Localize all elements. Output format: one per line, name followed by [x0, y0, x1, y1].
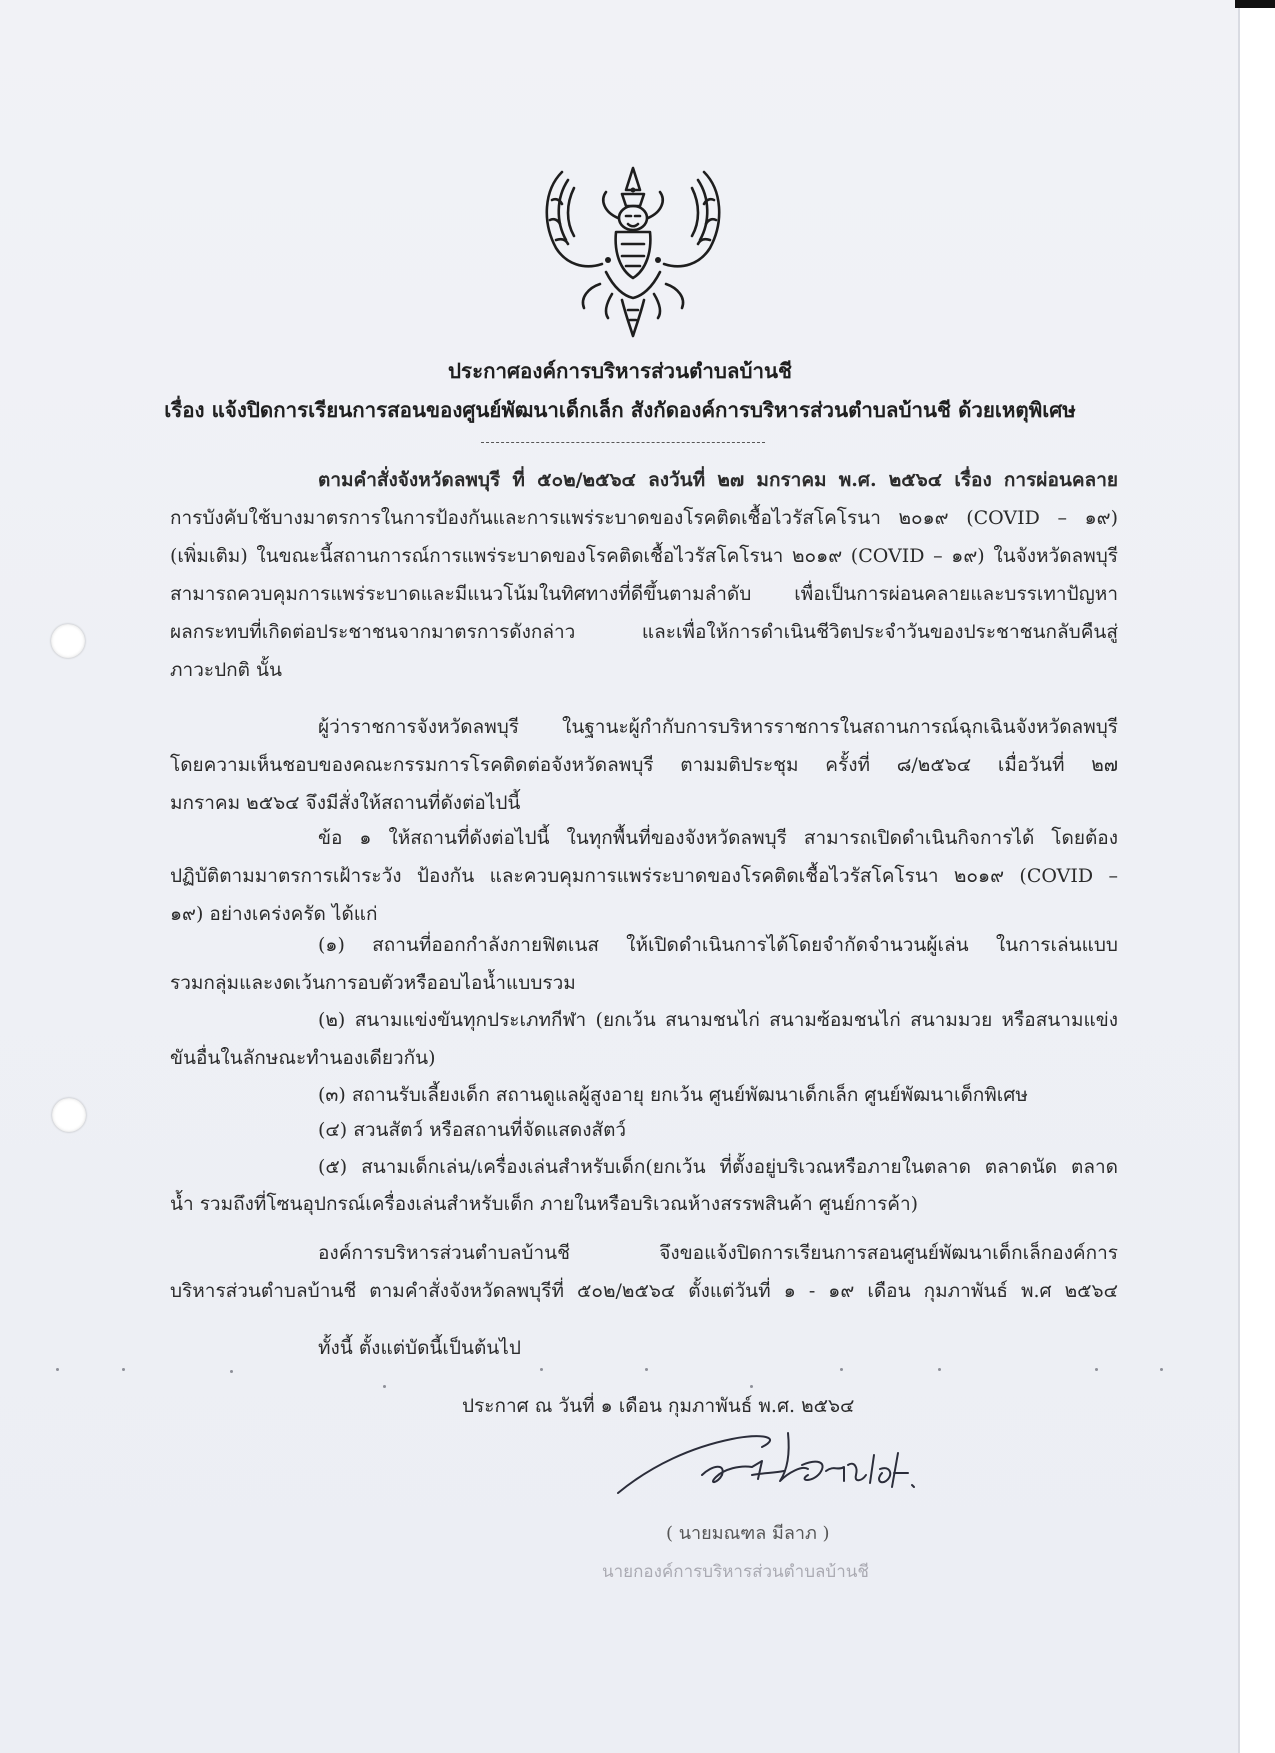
scan-speck	[540, 1368, 543, 1371]
scan-speck	[56, 1368, 59, 1371]
list-item: ขันอื่นในลักษณะทำนองเดียวกัน)	[170, 1047, 436, 1069]
body-line: ทั้งนี้ ตั้งแต่บัดนี้เป็นต้นไป	[318, 1337, 521, 1359]
announce-date: ประกาศ ณ วันที่ ๑ เดือน กุมภาพันธ์ พ.ศ. ๒๕๖๔	[462, 1395, 855, 1417]
list-item: รวมกลุ่มและงดเว้นการอบตัวหรืออบไอน้ำแบบรวม	[170, 972, 576, 994]
scan-speck	[840, 1368, 843, 1371]
punch-hole	[51, 624, 85, 658]
scan-corner	[1235, 0, 1275, 8]
announcement-title: ประกาศองค์การบริหารส่วนตำบลบ้านชี	[448, 359, 792, 383]
body-line: ผลกระทบที่เกิดต่อประชาชนจากมาตรการดังกล่าว และเพื่อให้การดำเนินชีวิตประจำวันของประชาชนกลับคืนสู่	[170, 621, 1118, 643]
body-line: การบังคับใช้บางมาตรการในการป้องกันและการแพร่ระบาดของโรคติดเชื้อไวรัสโคโรนา ๒๐๑๙ (COVID – ๑๙)	[170, 507, 1118, 529]
scan-speck	[1095, 1368, 1098, 1371]
signer-name: ( นายมณฑล มีลาภ )	[666, 1523, 830, 1544]
scan-speck	[383, 1385, 386, 1388]
garuda-emblem-icon	[542, 160, 724, 340]
scan-speck	[750, 1385, 753, 1388]
scan-speck	[122, 1368, 125, 1371]
list-item: น้ำ รวมถึงที่โซนอุปกรณ์เครื่องเล่นสำหรับเด็ก ภายในหรือบริเวณห้างสรรพสินค้า ศูนย์การค้า)	[170, 1193, 919, 1215]
body-line: โดยความเห็นชอบของคณะกรรมการโรคติดต่อจังหวัดลพบุรี ตามมติประชุม ครั้งที่ ๘/๒๕๖๔ เมื่อวันที่ ๒๗	[170, 754, 1118, 776]
body-line: ปฏิบัติตามมาตรการเฝ้าระวัง ป้องกัน และควบคุมการแพร่ระบาดของโรคติดเชื้อไวรัสโคโรนา ๒๐๑๙ (COVID –	[170, 865, 1118, 887]
body-line: (เพิ่มเติม) ในขณะนี้สถานการณ์การแพร่ระบาดของโรคติดเชื้อไวรัสโคโรนา ๒๐๑๙ (COVID – ๑๙) ในจังหวัดลพบุรี	[170, 545, 1118, 567]
list-item: (๑) สถานที่ออกกำลังกายฟิตเนส ให้เปิดดำเนินการได้โดยจำกัดจำนวนผู้เล่น ในการเล่นแบบ	[318, 934, 1118, 956]
list-item: (๒) สนามแข่งขันทุกประเภทกีฬา (ยกเว้น สนามชนไก่ สนามซ้อมชนไก่ สนามมวย หรือสนามแข่ง	[318, 1009, 1118, 1031]
body-line: ผู้ว่าราชการจังหวัดลพบุรี ในฐานะผู้กำกับการบริหารราชการในสถานการณ์ฉุกเฉินจังหวัดลพบุรี	[318, 716, 1118, 738]
scan-speck	[230, 1370, 233, 1373]
body-line: ตามคำสั่งจังหวัดลพบุรี ที่ ๕๐๒/๒๕๖๔ ลงวันที่ ๒๗ มกราคม พ.ศ. ๒๕๖๔ เรื่อง การผ่อนคลาย	[318, 469, 1118, 491]
scan-speck	[1160, 1368, 1163, 1371]
body-line: ภาวะปกติ นั้น	[170, 659, 282, 681]
body-line: บริหารส่วนตำบลบ้านชี ตามคำสั่งจังหวัดลพบุรีที่ ๕๐๒/๒๕๖๔ ตั้งแต่วันที่ ๑ - ๑๙ เดือน กุมภาพันธ์ พ.ศ ๒๕๖๔	[170, 1280, 1118, 1302]
body-line: องค์การบริหารส่วนตำบลบ้านชี จึงขอแจ้งปิดการเรียนการสอนศูนย์พัฒนาเด็กเล็กองค์การ	[318, 1242, 1118, 1264]
punch-hole	[52, 1098, 86, 1132]
title-divider	[481, 442, 765, 443]
body-line: สามารถควบคุมการแพร่ระบาดและมีแนวโน้มในทิศทางที่ดีขึ้นตามลำดับ เพื่อเป็นการผ่อนคลายและบรรเทาปัญหา	[170, 583, 1118, 605]
body-line: มกราคม ๒๕๖๔ จึงมีสั่งให้สถานที่ดังต่อไปนี้	[170, 792, 521, 814]
list-item: (๔) สวนสัตว์ หรือสถานที่จัดแสดงสัตว์	[318, 1119, 627, 1141]
scan-speck	[645, 1368, 648, 1371]
signer-position: นายกองค์การบริหารส่วนตำบลบ้านชี	[602, 1562, 869, 1582]
scan-speck	[938, 1368, 941, 1371]
list-item: (๓) สถานรับเลี้ยงเด็ก สถานดูแลผู้สูงอายุ ยกเว้น ศูนย์พัฒนาเด็กเล็ก ศูนย์พัฒนาเด็กพิเศษ	[318, 1084, 1028, 1106]
announcement-subject: เรื่อง แจ้งปิดการเรียนการสอนของศูนย์พัฒนาเด็กเล็ก สังกัดองค์การบริหารส่วนตำบลบ้านชี ด้วยเหตุพิเศษ	[164, 398, 1076, 422]
body-line: ข้อ ๑ ให้สถานที่ดังต่อไปนี้ ในทุกพื้นที่ของจังหวัดลพบุรี สามารถเปิดดำเนินกิจการได้ โดยต้อง	[318, 827, 1118, 849]
scan-margin	[1240, 0, 1275, 1753]
body-line: ๑๙) อย่างเคร่งครัด ได้แก่	[170, 903, 378, 925]
list-item: (๕) สนามเด็กเล่น/เครื่องเล่นสำหรับเด็ก(ยกเว้น ที่ตั้งอยู่บริเวณหรือภายในตลาด ตลาดนัด ตลาด	[318, 1156, 1118, 1178]
